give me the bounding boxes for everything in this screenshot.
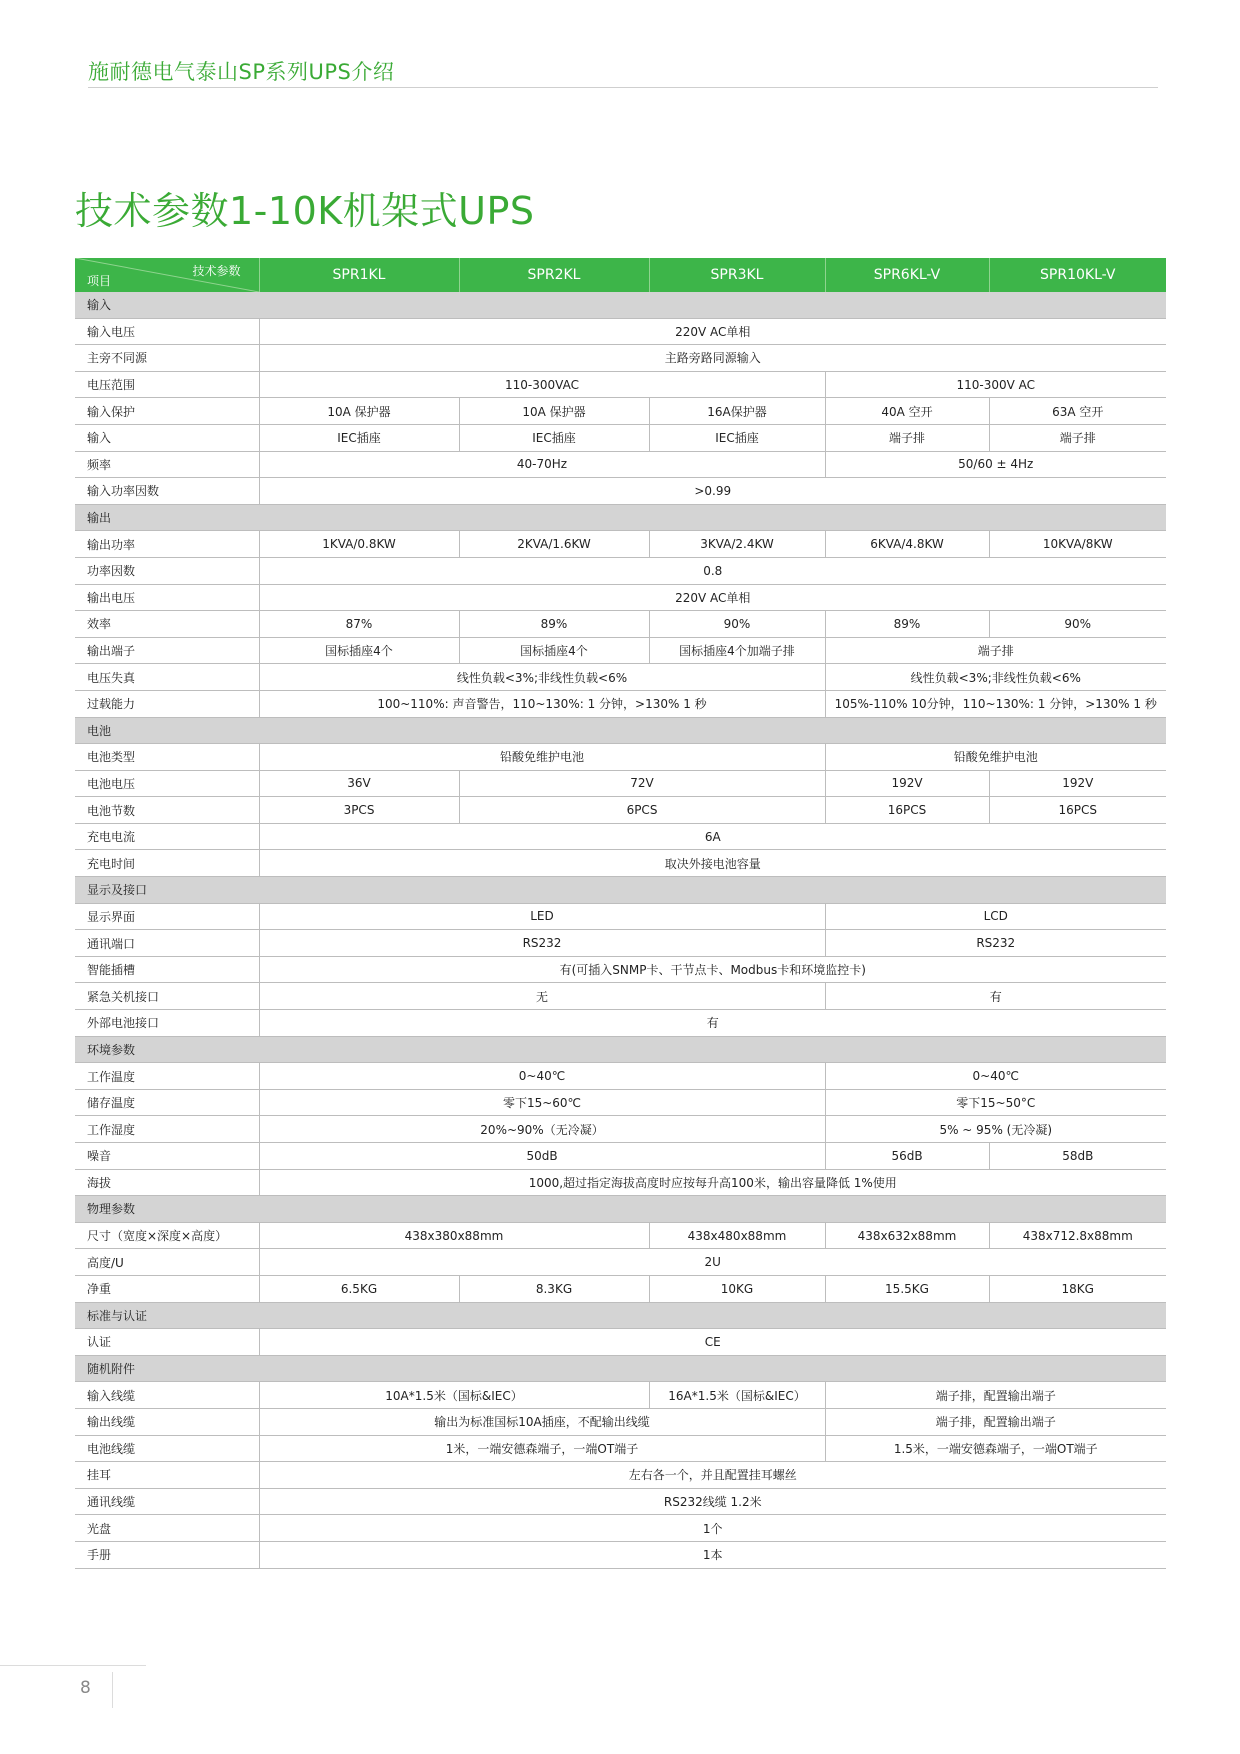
section-row	[75, 292, 1166, 318]
table-corner-cell	[75, 258, 259, 292]
section-title: 显示及接口	[75, 877, 1166, 904]
spec-value-cell: IEC插座	[459, 424, 649, 451]
spec-value-cell: 58dB	[989, 1143, 1166, 1170]
spec-value-cell: 16A*1.5米（国标&IEC）	[649, 1382, 825, 1409]
row-label: 手册	[75, 1541, 259, 1568]
table-row	[75, 690, 1166, 717]
table-row	[75, 424, 1166, 451]
spec-value-cell: RS232线缆 1.2米	[259, 1488, 1166, 1515]
table-row	[75, 637, 1166, 664]
spec-value-cell: 6A	[259, 823, 1166, 850]
spec-value-cell: 56dB	[825, 1143, 989, 1170]
table-row	[75, 770, 1166, 797]
row-label: 过载能力	[75, 690, 259, 717]
spec-value-cell: 端子排	[989, 424, 1166, 451]
table-row	[75, 1382, 1166, 1409]
section-title: 输出	[75, 504, 1166, 531]
spec-value-cell: 0~40℃	[259, 1063, 825, 1090]
spec-value-cell: 192V	[825, 770, 989, 797]
spec-value-cell: 3KVA/2.4KW	[649, 531, 825, 558]
row-label: 电压范围	[75, 371, 259, 398]
table-row	[75, 823, 1166, 850]
spec-value-cell: 110-300VAC	[259, 371, 825, 398]
table-row	[75, 1116, 1166, 1143]
row-label: 充电电流	[75, 823, 259, 850]
spec-value-cell: 220V AC单相	[259, 584, 1166, 611]
row-label: 储存温度	[75, 1089, 259, 1116]
spec-value-cell: 90%	[649, 611, 825, 638]
spec-value-cell: 50dB	[259, 1143, 825, 1170]
spec-value-cell: 6KVA/4.8KW	[825, 531, 989, 558]
row-label: 光盘	[75, 1515, 259, 1542]
model-header: SPR1KL	[259, 258, 459, 292]
table-row	[75, 1089, 1166, 1116]
table-row	[75, 1063, 1166, 1090]
table-row	[75, 611, 1166, 638]
section-row	[75, 717, 1166, 744]
row-label: 尺寸（宽度×深度×高度）	[75, 1222, 259, 1249]
row-label: 电池类型	[75, 744, 259, 771]
table-row	[75, 584, 1166, 611]
table-row	[75, 1515, 1166, 1542]
model-header: SPR10KL-V	[989, 258, 1166, 292]
row-label: 通讯端口	[75, 930, 259, 957]
spec-value-cell: 8.3KG	[459, 1275, 649, 1302]
section-title: 随机附件	[75, 1355, 1166, 1382]
spec-value-cell: 1KVA/0.8KW	[259, 531, 459, 558]
spec-value-cell: 10KG	[649, 1275, 825, 1302]
section-row	[75, 1355, 1166, 1382]
row-label: 显示界面	[75, 903, 259, 930]
spec-value-cell: 50/60 ± 4Hz	[825, 451, 1166, 478]
table-row	[75, 1275, 1166, 1302]
spec-table-body	[75, 292, 1166, 1568]
row-label: 净重	[75, 1275, 259, 1302]
table-row	[75, 1329, 1166, 1356]
row-label: 工作湿度	[75, 1116, 259, 1143]
spec-value-cell: 取决外接电池容量	[259, 850, 1166, 877]
spec-value-cell: 18KG	[989, 1275, 1166, 1302]
spec-value-cell: 零下15~50°C	[825, 1089, 1166, 1116]
model-header: SPR6KL-V	[825, 258, 989, 292]
header-divider	[88, 87, 1158, 88]
row-label: 输入线缆	[75, 1382, 259, 1409]
section-title: 标准与认证	[75, 1302, 1166, 1329]
row-label: 电池节数	[75, 797, 259, 824]
spec-value-cell: >0.99	[259, 478, 1166, 505]
spec-value-cell: LCD	[825, 903, 1166, 930]
table-row	[75, 1435, 1166, 1462]
table-row	[75, 983, 1166, 1010]
table-row	[75, 1249, 1166, 1276]
spec-value-cell: 5% ~ 95% (无冷凝)	[825, 1116, 1166, 1143]
model-header: SPR3KL	[649, 258, 825, 292]
spec-value-cell: 2U	[259, 1249, 1166, 1276]
spec-value-cell: 438x380x88mm	[259, 1222, 649, 1249]
spec-value-cell: 零下15~60℃	[259, 1089, 825, 1116]
footer-divider	[0, 1665, 146, 1666]
row-label: 高度/U	[75, 1249, 259, 1276]
spec-value-cell: 主路旁路同源输入	[259, 345, 1166, 372]
spec-value-cell: 端子排	[825, 637, 1166, 664]
table-row	[75, 1010, 1166, 1037]
spec-value-cell: 72V	[459, 770, 825, 797]
footer-vertical-divider	[112, 1672, 113, 1708]
spec-value-cell: 1000,超过指定海拔高度时应按每升高100米，输出容量降低 1%使用	[259, 1169, 1166, 1196]
spec-value-cell: RS232	[825, 930, 1166, 957]
spec-value-cell: 铅酸免维护电池	[825, 744, 1166, 771]
row-label: 输入功率因数	[75, 478, 259, 505]
row-label: 功率因数	[75, 557, 259, 584]
model-header: SPR2KL	[459, 258, 649, 292]
spec-value-cell: 438x480x88mm	[649, 1222, 825, 1249]
table-row	[75, 1143, 1166, 1170]
page-title: 技术参数1-10K机架式UPS	[75, 189, 535, 233]
spec-value-cell: 端子排，配置输出端子	[825, 1382, 1166, 1409]
table-row	[75, 371, 1166, 398]
section-title: 物理参数	[75, 1196, 1166, 1223]
spec-value-cell: 有	[825, 983, 1166, 1010]
spec-value-cell: 10A 保护器	[259, 398, 459, 425]
spec-value-cell: LED	[259, 903, 825, 930]
row-label: 充电时间	[75, 850, 259, 877]
spec-value-cell: IEC插座	[649, 424, 825, 451]
spec-value-cell: 端子排，配置输出端子	[825, 1408, 1166, 1435]
section-row	[75, 504, 1166, 531]
table-row	[75, 1222, 1166, 1249]
table-row	[75, 318, 1166, 345]
row-label: 海拔	[75, 1169, 259, 1196]
spec-value-cell: 国标插座4个	[459, 637, 649, 664]
spec-value-cell: 0.8	[259, 557, 1166, 584]
spec-value-cell: 90%	[989, 611, 1166, 638]
section-row	[75, 1196, 1166, 1223]
spec-value-cell: 线性负载<3%;非线性负载<6%	[825, 664, 1166, 691]
spec-value-cell: 192V	[989, 770, 1166, 797]
spec-value-cell: 1本	[259, 1541, 1166, 1568]
spec-value-cell: 线性负载<3%;非线性负载<6%	[259, 664, 825, 691]
row-label: 输入电压	[75, 318, 259, 345]
spec-value-cell: 2KVA/1.6KW	[459, 531, 649, 558]
spec-value-cell: 铅酸免维护电池	[259, 744, 825, 771]
spec-value-cell: 438x712.8x88mm	[989, 1222, 1166, 1249]
table-row	[75, 797, 1166, 824]
spec-value-cell: 1米，一端安德森端子，一端OT端子	[259, 1435, 825, 1462]
spec-value-cell: 100~110%: 声音警告，110~130%: 1 分钟，>130% 1 秒	[259, 690, 825, 717]
row-label: 智能插槽	[75, 956, 259, 983]
table-row	[75, 1169, 1166, 1196]
table-row	[75, 1541, 1166, 1568]
spec-value-cell: 国标插座4个	[259, 637, 459, 664]
row-label: 电压失真	[75, 664, 259, 691]
spec-value-cell: 16PCS	[825, 797, 989, 824]
spec-value-cell: 10A 保护器	[459, 398, 649, 425]
spec-value-cell: 16PCS	[989, 797, 1166, 824]
spec-value-cell: 10A*1.5米（国标&IEC）	[259, 1382, 649, 1409]
row-label: 输出端子	[75, 637, 259, 664]
section-title: 输入	[75, 292, 1166, 318]
row-label: 输出线缆	[75, 1408, 259, 1435]
corner-label-params: 技术参数	[192, 264, 241, 278]
spec-value-cell: 有(可插入SNMP卡、干节点卡、Modbus卡和环境监控卡)	[259, 956, 1166, 983]
spec-value-cell: 40-70Hz	[259, 451, 825, 478]
spec-value-cell: 国标插座4个加端子排	[649, 637, 825, 664]
row-label: 电池电压	[75, 770, 259, 797]
spec-value-cell: 110-300V AC	[825, 371, 1166, 398]
row-label: 输出电压	[75, 584, 259, 611]
row-label: 通讯线缆	[75, 1488, 259, 1515]
spec-value-cell: 15.5KG	[825, 1275, 989, 1302]
table-row	[75, 478, 1166, 505]
row-label: 认证	[75, 1329, 259, 1356]
section-title: 电池	[75, 717, 1166, 744]
spec-value-cell: 438x632x88mm	[825, 1222, 989, 1249]
table-row	[75, 664, 1166, 691]
table-row	[75, 531, 1166, 558]
section-row	[75, 877, 1166, 904]
spec-value-cell: 36V	[259, 770, 459, 797]
table-row	[75, 557, 1166, 584]
spec-value-cell: 0~40℃	[825, 1063, 1166, 1090]
spec-value-cell: 无	[259, 983, 825, 1010]
spec-value-cell: 87%	[259, 611, 459, 638]
spec-value-cell: 63A 空开	[989, 398, 1166, 425]
spec-value-cell: 20%~90%（无冷凝）	[259, 1116, 825, 1143]
row-label: 频率	[75, 451, 259, 478]
row-label: 输入保护	[75, 398, 259, 425]
spec-value-cell: 3PCS	[259, 797, 459, 824]
row-label: 输入	[75, 424, 259, 451]
table-row	[75, 744, 1166, 771]
table-row	[75, 903, 1166, 930]
table-row	[75, 956, 1166, 983]
spec-value-cell: 6PCS	[459, 797, 825, 824]
page-number: 8	[80, 1678, 91, 1698]
table-row	[75, 1488, 1166, 1515]
section-row	[75, 1036, 1166, 1063]
spec-value-cell: 89%	[825, 611, 989, 638]
table-row	[75, 398, 1166, 425]
spec-value-cell: 10KVA/8KW	[989, 531, 1166, 558]
spec-value-cell: 220V AC单相	[259, 318, 1166, 345]
row-label: 输出功率	[75, 531, 259, 558]
spec-value-cell: IEC插座	[259, 424, 459, 451]
header-title: 施耐德电气泰山SP系列UPS介绍	[88, 60, 395, 84]
row-label: 紧急关机接口	[75, 983, 259, 1010]
section-title: 环境参数	[75, 1036, 1166, 1063]
row-label: 挂耳	[75, 1462, 259, 1489]
spec-value-cell: 6.5KG	[259, 1275, 459, 1302]
table-row	[75, 451, 1166, 478]
corner-label-item: 项目	[87, 274, 112, 288]
table-row	[75, 345, 1166, 372]
spec-value-cell: RS232	[259, 930, 825, 957]
row-label: 噪音	[75, 1143, 259, 1170]
row-label: 主旁不同源	[75, 345, 259, 372]
table-header-row	[75, 258, 1166, 292]
spec-value-cell: 左右各一个，并且配置挂耳螺丝	[259, 1462, 1166, 1489]
table-row	[75, 1408, 1166, 1435]
spec-value-cell: 输出为标准国标10A插座，不配输出线缆	[259, 1408, 825, 1435]
spec-value-cell: CE	[259, 1329, 1166, 1356]
spec-value-cell: 16A保护器	[649, 398, 825, 425]
table-row	[75, 1462, 1166, 1489]
spec-value-cell: 端子排	[825, 424, 989, 451]
spec-value-cell: 有	[259, 1010, 1166, 1037]
spec-value-cell: 105%-110% 10分钟，110~130%: 1 分钟，>130% 1 秒	[825, 690, 1166, 717]
spec-value-cell: 1.5米，一端安德森端子，一端OT端子	[825, 1435, 1166, 1462]
row-label: 外部电池接口	[75, 1010, 259, 1037]
row-label: 工作温度	[75, 1063, 259, 1090]
spec-value-cell: 40A 空开	[825, 398, 989, 425]
table-row	[75, 930, 1166, 957]
spec-value-cell: 1个	[259, 1515, 1166, 1542]
spec-table	[75, 258, 1166, 1569]
row-label: 效率	[75, 611, 259, 638]
table-row	[75, 850, 1166, 877]
row-label: 电池线缆	[75, 1435, 259, 1462]
section-row	[75, 1302, 1166, 1329]
spec-value-cell: 89%	[459, 611, 649, 638]
